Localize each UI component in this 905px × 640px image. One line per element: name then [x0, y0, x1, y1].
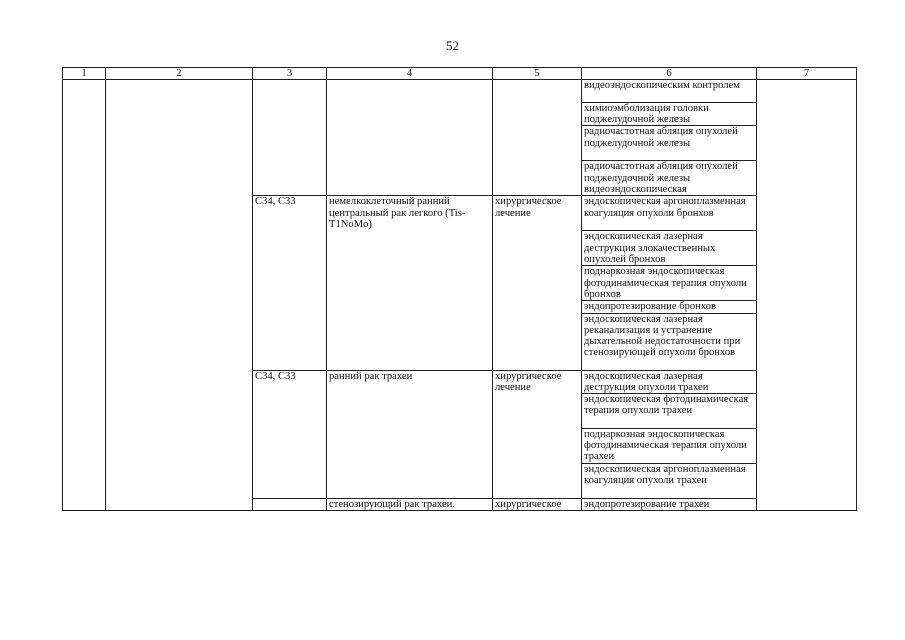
column-number: 7: [757, 68, 857, 80]
code-cell: [253, 499, 327, 511]
diagnosis-cell: ранний рак трахеи: [327, 370, 493, 498]
cell-col1: [63, 80, 106, 511]
method-cell: эндоскопическая аргоноплазменная коагуляция опухоли бронхов: [582, 196, 757, 231]
method-cell: видеоэндоскопическим контролем: [582, 80, 757, 103]
method-cell: радиочастотная абляция опухолей поджелудочной железы: [582, 126, 757, 161]
treatment-cell: хирургическое лечение: [493, 196, 582, 370]
treatment-cell: хирургическое лечение: [493, 370, 582, 498]
column-number: 2: [106, 68, 253, 80]
column-number: 4: [327, 68, 493, 80]
column-number: 6: [582, 68, 757, 80]
treatment-cell: [493, 80, 582, 196]
code-cell: C34, C33: [253, 196, 327, 370]
table-row: [63, 80, 857, 103]
method-cell: эндопротезирование бронхов: [582, 301, 757, 313]
code-cell: C34, C33: [253, 370, 327, 498]
code-cell: [253, 80, 327, 196]
column-number: 3: [253, 68, 327, 80]
method-cell: эндоскопическая лазерная деструкция опухоли трахеи: [582, 370, 757, 393]
method-cell: химиоэмболизация головки поджелудочной железы: [582, 103, 757, 126]
page-number: 52: [446, 38, 459, 53]
diagnosis-cell: стенозирующий рак трахеи.: [327, 499, 493, 511]
method-cell: эндоскопическая лазерная деструкция злокачественных опухолей бронхов: [582, 231, 757, 266]
column-number: 5: [493, 68, 582, 80]
method-cell: радиочастотная абляция опухолей поджелудочной железы видеоэндоскопическая: [582, 161, 757, 196]
diagnosis-cell: [327, 80, 493, 196]
cell-col2: [106, 80, 253, 511]
medical-procedures-table: [62, 67, 857, 511]
method-cell: поднаркозная эндоскопическая фотодинамическая терапия опухоли бронхов: [582, 266, 757, 301]
diagnosis-cell: немелкоклеточный ранний центральный рак легкого (Tis-T1NoMo): [327, 196, 493, 370]
method-cell: поднаркозная эндоскопическая фотодинамическая терапия опухоли трахеи: [582, 429, 757, 464]
method-cell: эндоскопическая аргоноплазменная коагуляция опухоли трахеи: [582, 464, 757, 499]
column-number: 1: [63, 68, 106, 80]
method-cell: эндопротезирование трахеи: [582, 499, 757, 511]
treatment-cell: хирургическое: [493, 499, 582, 511]
cell-col7: [757, 80, 857, 511]
method-cell: эндоскопическая лазерная реканализация и устранение дыхательной недостаточности при стенозирующей опухоли бронхов: [582, 313, 757, 370]
column-number-row: [63, 68, 857, 80]
method-cell: эндоскопическая фотодинамическая терапия опухоли трахеи: [582, 394, 757, 429]
